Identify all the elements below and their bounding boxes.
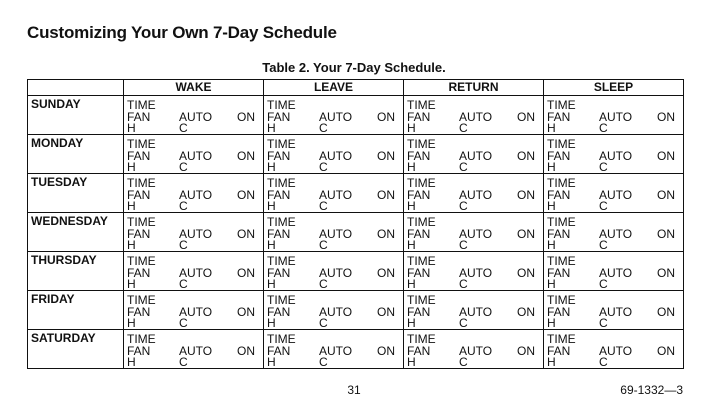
fan-on-option: ON: [517, 227, 535, 241]
schedule-cell-return: [404, 213, 544, 252]
cool-mode-label: C: [319, 199, 328, 213]
fan-label: FAN: [127, 305, 151, 319]
cool-mode-label: C: [319, 277, 328, 291]
schedule-row-monday: [28, 135, 684, 174]
fan-auto-option: AUTO: [179, 110, 213, 124]
heat-mode-label: H: [127, 238, 136, 252]
heat-mode-label: H: [127, 199, 136, 213]
fan-label: FAN: [267, 344, 291, 358]
fan-auto-option: AUTO: [319, 266, 353, 280]
schedule-cell-wake: [124, 213, 264, 252]
time-label: TIME: [267, 332, 296, 346]
day-label: MONDAY: [28, 135, 124, 174]
cool-mode-label: C: [459, 355, 468, 369]
fan-label: FAN: [267, 227, 291, 241]
cool-mode-label: C: [599, 355, 608, 369]
fan-label: FAN: [547, 305, 571, 319]
schedule-cell-leave: [264, 96, 404, 135]
schedule-cell-sleep: [544, 330, 684, 369]
heat-mode-label: H: [127, 121, 136, 135]
fan-on-option: ON: [377, 110, 395, 124]
fan-on-option: ON: [517, 149, 535, 163]
fan-label: FAN: [407, 227, 431, 241]
cool-mode-label: C: [179, 121, 188, 135]
heat-mode-label: H: [267, 199, 276, 213]
heat-mode-label: H: [407, 238, 416, 252]
schedule-cell-sleep: [544, 213, 684, 252]
heat-mode-label: H: [407, 355, 416, 369]
schedule-cell-wake: [124, 174, 264, 213]
fan-auto-option: AUTO: [599, 110, 633, 124]
fan-auto-option: AUTO: [599, 227, 633, 241]
fan-label: FAN: [407, 305, 431, 319]
schedule-cell-return: [404, 135, 544, 174]
fan-on-option: ON: [517, 344, 535, 358]
time-label: TIME: [547, 176, 576, 190]
fan-label: FAN: [267, 266, 291, 280]
heat-mode-label: H: [267, 277, 276, 291]
schedule-cell-sleep: [544, 291, 684, 330]
fan-on-option: ON: [657, 227, 675, 241]
cool-mode-label: C: [599, 160, 608, 174]
time-label: TIME: [407, 137, 436, 151]
cool-mode-label: C: [459, 277, 468, 291]
fan-on-option: ON: [517, 305, 535, 319]
fan-auto-option: AUTO: [179, 266, 213, 280]
fan-auto-option: AUTO: [599, 344, 633, 358]
document-number: 69-1332—3: [620, 383, 683, 397]
fan-on-option: ON: [657, 110, 675, 124]
heat-mode-label: H: [267, 160, 276, 174]
time-label: TIME: [547, 293, 576, 307]
cool-mode-label: C: [459, 199, 468, 213]
fan-label: FAN: [547, 344, 571, 358]
time-label: TIME: [267, 98, 296, 112]
day-label: TUESDAY: [28, 174, 124, 213]
fan-label: FAN: [127, 188, 151, 202]
day-label: SUNDAY: [28, 96, 124, 135]
fan-auto-option: AUTO: [319, 344, 353, 358]
heat-mode-label: H: [127, 316, 136, 330]
heat-mode-label: H: [267, 121, 276, 135]
fan-auto-option: AUTO: [459, 227, 493, 241]
cool-mode-label: C: [319, 238, 328, 252]
heat-mode-label: H: [267, 238, 276, 252]
time-label: TIME: [267, 176, 296, 190]
heat-mode-label: H: [547, 238, 556, 252]
schedule-row-tuesday: [28, 174, 684, 213]
fan-label: FAN: [127, 266, 151, 280]
time-label: TIME: [267, 293, 296, 307]
fan-auto-option: AUTO: [599, 149, 633, 163]
fan-on-option: ON: [377, 266, 395, 280]
fan-auto-option: AUTO: [179, 227, 213, 241]
schedule-cell-sleep: [544, 252, 684, 291]
heat-mode-label: H: [547, 316, 556, 330]
schedule-cell-leave: [264, 174, 404, 213]
time-label: TIME: [547, 137, 576, 151]
schedule-cell-return: [404, 291, 544, 330]
schedule-cell-leave: [264, 252, 404, 291]
cool-mode-label: C: [599, 121, 608, 135]
fan-label: FAN: [547, 188, 571, 202]
time-label: TIME: [267, 254, 296, 268]
fan-on-option: ON: [657, 266, 675, 280]
fan-label: FAN: [127, 227, 151, 241]
schedule-row-saturday: [28, 330, 684, 369]
schedule-cell-sleep: [544, 135, 684, 174]
day-label: FRIDAY: [28, 291, 124, 330]
fan-auto-option: AUTO: [179, 149, 213, 163]
time-label: TIME: [407, 332, 436, 346]
time-label: TIME: [267, 215, 296, 229]
fan-auto-option: AUTO: [319, 305, 353, 319]
schedule-cell-leave: [264, 330, 404, 369]
fan-on-option: ON: [237, 188, 255, 202]
fan-auto-option: AUTO: [179, 305, 213, 319]
fan-on-option: ON: [657, 344, 675, 358]
fan-label: FAN: [407, 344, 431, 358]
schedule-cell-sleep: [544, 96, 684, 135]
fan-auto-option: AUTO: [179, 188, 213, 202]
time-label: TIME: [127, 293, 156, 307]
table-caption: Table 2. Your 7-Day Schedule.: [262, 60, 446, 75]
fan-auto-option: AUTO: [599, 305, 633, 319]
heat-mode-label: H: [407, 316, 416, 330]
cool-mode-label: C: [179, 160, 188, 174]
fan-label: FAN: [547, 266, 571, 280]
heat-mode-label: H: [407, 199, 416, 213]
heat-mode-label: H: [547, 121, 556, 135]
fan-on-option: ON: [237, 266, 255, 280]
fan-on-option: ON: [237, 227, 255, 241]
cool-mode-label: C: [179, 316, 188, 330]
schedule-body: [28, 96, 684, 369]
column-header-leave: LEAVE: [264, 80, 404, 96]
fan-on-option: ON: [377, 305, 395, 319]
fan-on-option: ON: [237, 344, 255, 358]
schedule-cell-leave: [264, 213, 404, 252]
schedule-cell-return: [404, 174, 544, 213]
fan-label: FAN: [547, 227, 571, 241]
fan-on-option: ON: [517, 266, 535, 280]
heat-mode-label: H: [407, 277, 416, 291]
fan-auto-option: AUTO: [459, 149, 493, 163]
heat-mode-label: H: [547, 355, 556, 369]
cool-mode-label: C: [179, 199, 188, 213]
corner-cell: [28, 80, 124, 96]
cool-mode-label: C: [459, 160, 468, 174]
schedule-cell-leave: [264, 291, 404, 330]
schedule-row-friday: [28, 291, 684, 330]
time-label: TIME: [407, 293, 436, 307]
heat-mode-label: H: [127, 277, 136, 291]
time-label: TIME: [547, 332, 576, 346]
schedule-row-thursday: [28, 252, 684, 291]
fan-auto-option: AUTO: [459, 305, 493, 319]
time-label: TIME: [127, 215, 156, 229]
column-header-return: RETURN: [404, 80, 544, 96]
fan-auto-option: AUTO: [599, 266, 633, 280]
heat-mode-label: H: [267, 355, 276, 369]
cool-mode-label: C: [319, 121, 328, 135]
cool-mode-label: C: [179, 355, 188, 369]
fan-auto-option: AUTO: [319, 188, 353, 202]
header-row: [28, 80, 684, 96]
fan-label: FAN: [267, 188, 291, 202]
fan-on-option: ON: [657, 149, 675, 163]
fan-auto-option: AUTO: [459, 344, 493, 358]
fan-label: FAN: [547, 149, 571, 163]
time-label: TIME: [127, 137, 156, 151]
fan-on-option: ON: [657, 188, 675, 202]
fan-label: FAN: [127, 110, 151, 124]
time-label: TIME: [407, 254, 436, 268]
fan-label: FAN: [267, 149, 291, 163]
cool-mode-label: C: [599, 238, 608, 252]
schedule-cell-sleep: [544, 174, 684, 213]
fan-on-option: ON: [237, 305, 255, 319]
time-label: TIME: [407, 98, 436, 112]
schedule-cell-return: [404, 330, 544, 369]
fan-label: FAN: [267, 110, 291, 124]
time-label: TIME: [267, 137, 296, 151]
schedule-cell-wake: [124, 330, 264, 369]
heat-mode-label: H: [127, 160, 136, 174]
fan-auto-option: AUTO: [459, 188, 493, 202]
heat-mode-label: H: [127, 355, 136, 369]
fan-label: FAN: [127, 149, 151, 163]
cool-mode-label: C: [319, 355, 328, 369]
cool-mode-label: C: [459, 316, 468, 330]
fan-auto-option: AUTO: [459, 110, 493, 124]
page-number: 31: [347, 383, 361, 397]
fan-on-option: ON: [237, 149, 255, 163]
cool-mode-label: C: [459, 121, 468, 135]
cool-mode-label: C: [319, 160, 328, 174]
time-label: TIME: [407, 176, 436, 190]
time-label: TIME: [127, 332, 156, 346]
time-label: TIME: [127, 176, 156, 190]
fan-on-option: ON: [377, 149, 395, 163]
fan-label: FAN: [127, 344, 151, 358]
schedule-row-sunday: [28, 96, 684, 135]
day-label: THURSDAY: [28, 252, 124, 291]
fan-auto-option: AUTO: [319, 227, 353, 241]
fan-label: FAN: [407, 266, 431, 280]
page-title: Customizing Your Own 7-Day Schedule: [27, 23, 337, 42]
schedule-cell-wake: [124, 252, 264, 291]
schedule-cell-leave: [264, 135, 404, 174]
fan-auto-option: AUTO: [599, 188, 633, 202]
fan-on-option: ON: [657, 305, 675, 319]
time-label: TIME: [407, 215, 436, 229]
fan-auto-option: AUTO: [319, 149, 353, 163]
fan-on-option: ON: [377, 227, 395, 241]
column-header-sleep: SLEEP: [544, 80, 684, 96]
fan-label: FAN: [407, 110, 431, 124]
cool-mode-label: C: [599, 277, 608, 291]
schedule-table: [27, 79, 684, 369]
cool-mode-label: C: [179, 277, 188, 291]
fan-auto-option: AUTO: [459, 266, 493, 280]
schedule-cell-return: [404, 96, 544, 135]
time-label: TIME: [547, 98, 576, 112]
time-label: TIME: [547, 215, 576, 229]
schedule-cell-wake: [124, 291, 264, 330]
cool-mode-label: C: [599, 316, 608, 330]
time-label: TIME: [547, 254, 576, 268]
fan-on-option: ON: [517, 110, 535, 124]
fan-on-option: ON: [377, 344, 395, 358]
cool-mode-label: C: [319, 316, 328, 330]
heat-mode-label: H: [547, 160, 556, 174]
time-label: TIME: [127, 254, 156, 268]
heat-mode-label: H: [547, 277, 556, 291]
schedule-cell-wake: [124, 96, 264, 135]
schedule-cell-return: [404, 252, 544, 291]
heat-mode-label: H: [547, 199, 556, 213]
column-header-wake: WAKE: [124, 80, 264, 96]
fan-label: FAN: [407, 149, 431, 163]
fan-label: FAN: [407, 188, 431, 202]
schedule-cell-wake: [124, 135, 264, 174]
fan-auto-option: AUTO: [319, 110, 353, 124]
day-label: SATURDAY: [28, 330, 124, 369]
fan-on-option: ON: [517, 188, 535, 202]
fan-on-option: ON: [377, 188, 395, 202]
fan-label: FAN: [267, 305, 291, 319]
time-label: TIME: [127, 98, 156, 112]
cool-mode-label: C: [459, 238, 468, 252]
schedule-row-wednesday: [28, 213, 684, 252]
heat-mode-label: H: [267, 316, 276, 330]
cool-mode-label: C: [599, 199, 608, 213]
day-label: WEDNESDAY: [28, 213, 124, 252]
cool-mode-label: C: [179, 238, 188, 252]
heat-mode-label: H: [407, 121, 416, 135]
heat-mode-label: H: [407, 160, 416, 174]
fan-on-option: ON: [237, 110, 255, 124]
fan-auto-option: AUTO: [179, 344, 213, 358]
fan-label: FAN: [547, 110, 571, 124]
